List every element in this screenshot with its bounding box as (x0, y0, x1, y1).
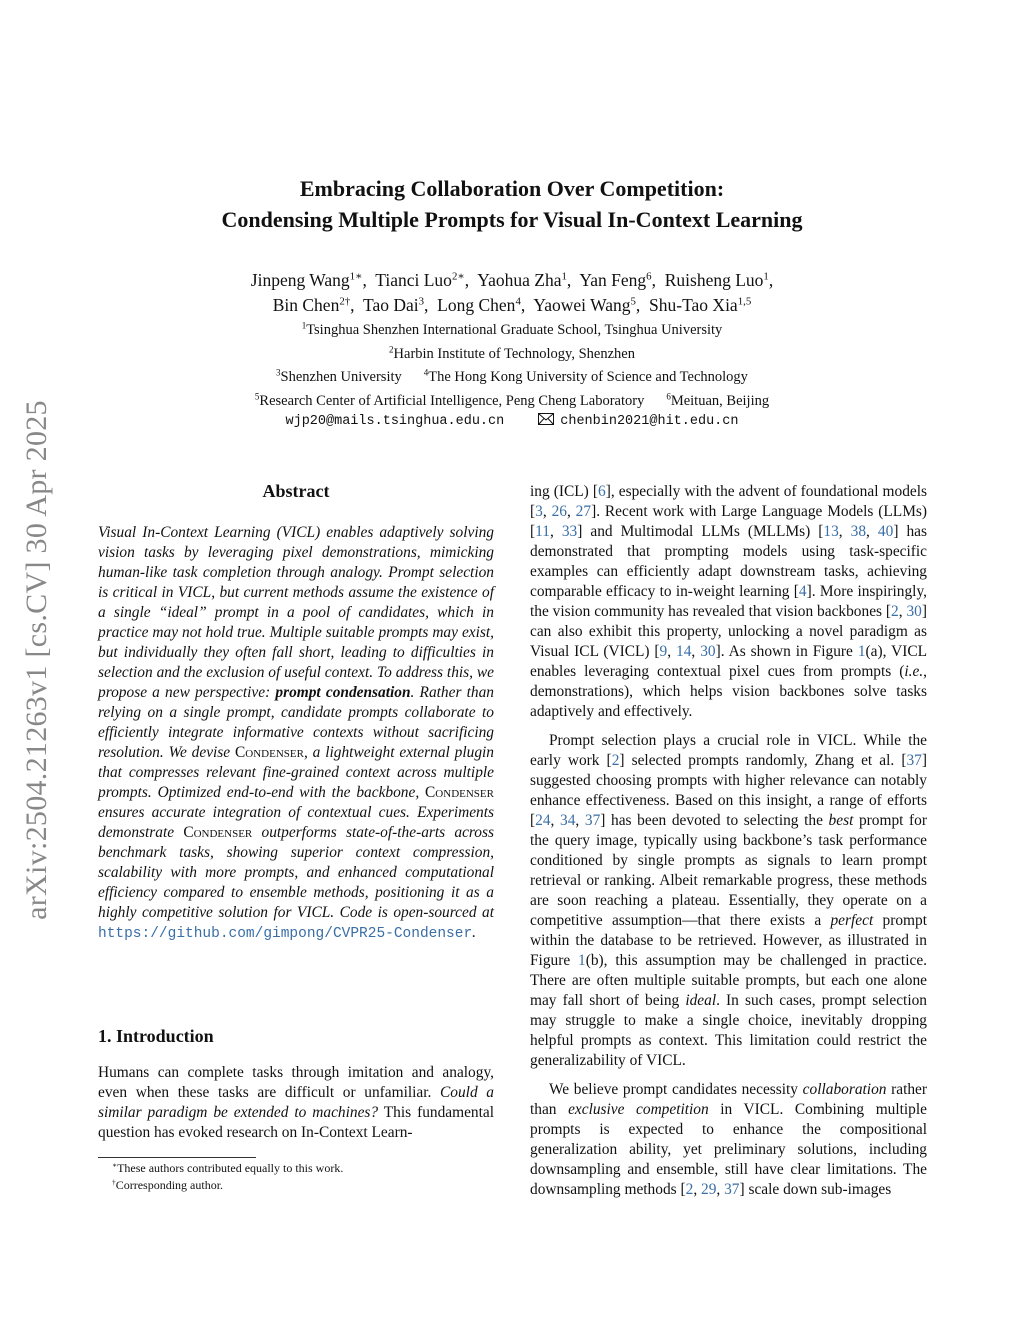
affiliation: $^2$Harbin Institute of Technology, Shenzhen (389, 343, 635, 362)
citation-link[interactable]: 1 (857, 643, 866, 660)
footnote: ∗These authors contributed equally to this work. (112, 1160, 344, 1175)
intro-paragraph (530, 482, 927, 722)
body-text: , (566, 503, 576, 520)
footnote-rule (98, 1157, 256, 1158)
citation-link[interactable]: 37 (724, 1181, 740, 1198)
citation-link[interactable]: 40 (877, 523, 894, 540)
emphasis-text: perfect (830, 912, 874, 929)
intro-paragraph (530, 1080, 927, 1200)
email-author-1[interactable]: wjp20@mails.tsinghua.edu.cn (285, 414, 505, 429)
citation-link[interactable]: 4 (798, 583, 807, 600)
emphasis-text: ideal (685, 992, 717, 1009)
code-link[interactable]: https://github.com/gimpong/CVPR25-Condenser (98, 926, 473, 942)
citation-link[interactable]: 11 (535, 523, 550, 540)
abstract-heading: Abstract (262, 481, 330, 501)
author: Jinpeng Wang$^{1∗}$ (250, 270, 363, 290)
body-text: Prompt selection plays a crucial role in VICL. While the early work [ (530, 732, 927, 769)
email-corresponding[interactable]: chenbin2021@hit.edu.cn (560, 414, 739, 429)
author: Tianci Luo$^{2∗}$ (375, 270, 465, 290)
right-column-body (530, 482, 927, 1200)
citation-link[interactable]: 33 (561, 523, 578, 540)
body-text: , (716, 1181, 725, 1198)
intro-body (98, 1063, 494, 1143)
affiliation: $^1$Tsinghua Shenzhen International Graduate School, Tsinghua University (301, 320, 723, 338)
author: Yaowei Wang$^5$ (533, 295, 636, 315)
envelope-icon (538, 413, 554, 425)
author-row: Jinpeng Wang$^{1∗}$, Tianci Luo$^{2∗}$, Yaohua Zha$^1$, Yan Feng$^6$, Ruisheng Luo$^1$, (250, 270, 774, 290)
title-line-2: Condensing Multiple Prompts for Visual In-Context Learning (221, 207, 803, 232)
body-text: , (542, 503, 552, 520)
citation-link[interactable]: 34 (560, 812, 576, 829)
citation-link[interactable]: 3 (535, 503, 543, 520)
body-text: ] has been devoted to selecting the (600, 812, 829, 829)
body-text: prompt for the query image, typically using backbone’s task performance conditioned by single prompts as signals to learn prompt retrieval or ranking. Albeit remarkable progress, these methods are soon reaching a plateau. Essentially, they operate on a competitive assumption—that there exists a (530, 812, 927, 929)
author-row: Bin Chen$^{2\dagger}$, Tao Dai$^3$, Long Chen$^4$, Yaowei Wang$^5$, Shu-Tao Xia$^{1,5}$ (272, 295, 752, 315)
method-name: Condenser (235, 744, 304, 761)
author: Tao Dai$^3$ (362, 295, 425, 315)
citation-link[interactable]: 26 (551, 503, 567, 520)
citation-link[interactable]: 6 (598, 483, 606, 500)
body-text: , (838, 523, 851, 540)
intro-paragraph: Humans can complete tasks through imitation and analogy, even when these tasks are difficult or unfamiliar. Could a similar paradigm be extended to machines? This fundamental question has evoked research on In-Context Learn- (98, 1064, 495, 1141)
intro-paragraph (530, 731, 927, 1071)
author: Yan Feng$^6$ (579, 270, 652, 290)
body-text: ], especially with the advent of foundational models [ (530, 483, 928, 520)
arxiv-sidebar-stamp (12, 350, 62, 970)
paper-title (0, 173, 1024, 235)
body-text: . In such cases, prompt selection may struggle to make a single choice, inevitably dropping helpful prompts as context. This limitation could restrict the generalizability of VICL. (530, 992, 927, 1069)
body-text: prompt within the database to be retrieved. However, as illustrated in Figure (530, 912, 927, 969)
emphasis-text: best (828, 812, 854, 829)
author-list (0, 268, 1024, 318)
citation-link[interactable]: 29 (701, 1181, 717, 1198)
citation-link[interactable]: 14 (676, 643, 692, 660)
citation-link[interactable]: 37 (906, 752, 922, 769)
body-text: , demonstrations), which helps vision backbones solve tasks adaptively and effectively. (530, 663, 927, 720)
body-text: , (898, 603, 907, 620)
citation-link[interactable]: 1 (578, 952, 586, 969)
affiliations (0, 319, 1024, 413)
emphasis-text: exclusive competition (568, 1101, 709, 1118)
author: Long Chen$^4$ (437, 295, 521, 315)
body-text: , (667, 643, 677, 660)
footnotes (98, 1160, 343, 1194)
abstract-bold-term: prompt condensation (275, 684, 411, 701)
citation-link[interactable]: 37 (584, 812, 601, 829)
author: Bin Chen$^{2\dagger}$ (272, 295, 351, 315)
contact-emails (0, 413, 1024, 429)
method-name: Condenser (183, 824, 253, 841)
author: Shu-Tao Xia$^{1,5}$ (649, 295, 752, 315)
method-name: Condenser (425, 784, 494, 801)
body-text: (b), this assumption may be challenged in practice. There are often multiple suitable prompts, but each one alone may fall short of being (530, 952, 927, 1009)
author: Yaohua Zha$^1$ (477, 270, 567, 290)
citation-link[interactable]: 27 (575, 503, 592, 520)
title-line-1: Embracing Collaboration Over Competition: (299, 176, 725, 201)
intro-heading: 1. Introduction (98, 1026, 214, 1046)
affiliation-row: $^5$Research Center of Artificial Intelligence, Peng Cheng Laboratory $^6$Meituan, Beijing (254, 390, 770, 409)
body-text: ] has demonstrated that prompting models using task-specific examples can efficiently adapt downstream tasks, achieving comparable efficacy to in-weight learning [ (530, 523, 927, 600)
body-text: , (549, 523, 562, 540)
body-text: in VICL. Combining multiple prompts is expected to enhance the compositional generalization ability, yet preliminary solutions, including downsampling and ensemble, still have clear limitations. The downsampling methods [ (530, 1101, 927, 1198)
emphasis-text: collaboration (802, 1081, 887, 1098)
citation-link[interactable]: 2 (685, 1181, 694, 1198)
body-text: ]. As shown in Figure (715, 643, 858, 660)
body-text: , (550, 812, 561, 829)
citation-link[interactable]: 9 (659, 643, 668, 660)
abstract-body: Visual In-Context Learning (VICL) enables adaptively solving vision tasks by leveraging pixel demonstrations, mimicking human-like task completion through analogy. Prompt selection is critical in VICL, but current methods assume the existence of a single “ideal” prompt in a pool of candidates, which in practice may not hold true. Multiple suitable prompts may exist, but individually they often fall short, leading to difficulties in selection and the exclusion of useful context. To address this, we propose a new perspective: prompt condensation. Rather than relying on a single prompt, candidate prompts collaborate to efficiently integrate informative contexts without sacrificing resolution. We devise Condenser, a lightweight external plugin that compresses relevant fine-grained context across multiple prompts. Optimized end-to-end with the backbone, Condenser ensures accurate integration of contextual cues. Experiments demonstrate Condenser outperforms state-of-the-arts across benchmark tasks, showing superior context compression, scalability with more prompts, and enhanced computational efficiency compared to ensemble methods, positioning it as a highly competitive solution for VICL. Code is open-sourced at https://github.com/gimpong/CVPR25-Condenser. (98, 524, 494, 942)
body-text: ] selected prompts randomly, Zhang et al. [ (619, 752, 907, 769)
body-text: ing (ICL) [ (530, 483, 598, 500)
body-text: (a), VICL enables leveraging contextual pixel cues from prompts ( (530, 643, 928, 680)
body-text: ] suggested choosing prompts with higher relevance can notably enhance effectiveness. Based on this insight, a range of efforts [ (530, 752, 927, 829)
body-text: ] scale down sub-images (739, 1181, 892, 1198)
author: Ruisheng Luo$^1$ (664, 270, 769, 290)
body-text: ]. More inspiringly, the vision community has revealed that vision backbones [ (530, 583, 927, 620)
body-text: rather than (530, 1081, 928, 1118)
body-text: ] and Multimodal LLMs (MLLMs) [ (577, 523, 824, 540)
affiliation-row: $^3$Shenzhen University $^4$The Hong Kong University of Science and Technology (276, 367, 748, 385)
citation-link[interactable]: 2 (611, 752, 620, 769)
body-text: , (693, 1181, 702, 1198)
body-text: , (866, 523, 878, 540)
citation-link[interactable]: 2 (891, 603, 899, 620)
body-text: ] can also exhibit this property, unlocking a novel paradigm as Visual ICL (VICL) [ (530, 603, 927, 660)
body-text: , (691, 643, 701, 660)
citation-link[interactable]: 30 (906, 603, 922, 620)
emphasis-text: i.e. (904, 663, 924, 680)
citation-link[interactable]: 38 (850, 523, 867, 540)
footnote: †Corresponding author. (112, 1177, 224, 1192)
body-text: We believe prompt candidates necessity (549, 1081, 803, 1098)
body-text: ]. Recent work with Large Language Models (LLMs) [ (530, 503, 927, 540)
citation-link[interactable]: 13 (823, 523, 839, 540)
citation-link[interactable]: 30 (700, 643, 716, 660)
arxiv-id: arXiv:2504.21263v1 [cs.CV] 30 Apr 2025 (20, 400, 53, 920)
citation-link[interactable]: 24 (535, 812, 551, 829)
body-text: , (575, 812, 585, 829)
